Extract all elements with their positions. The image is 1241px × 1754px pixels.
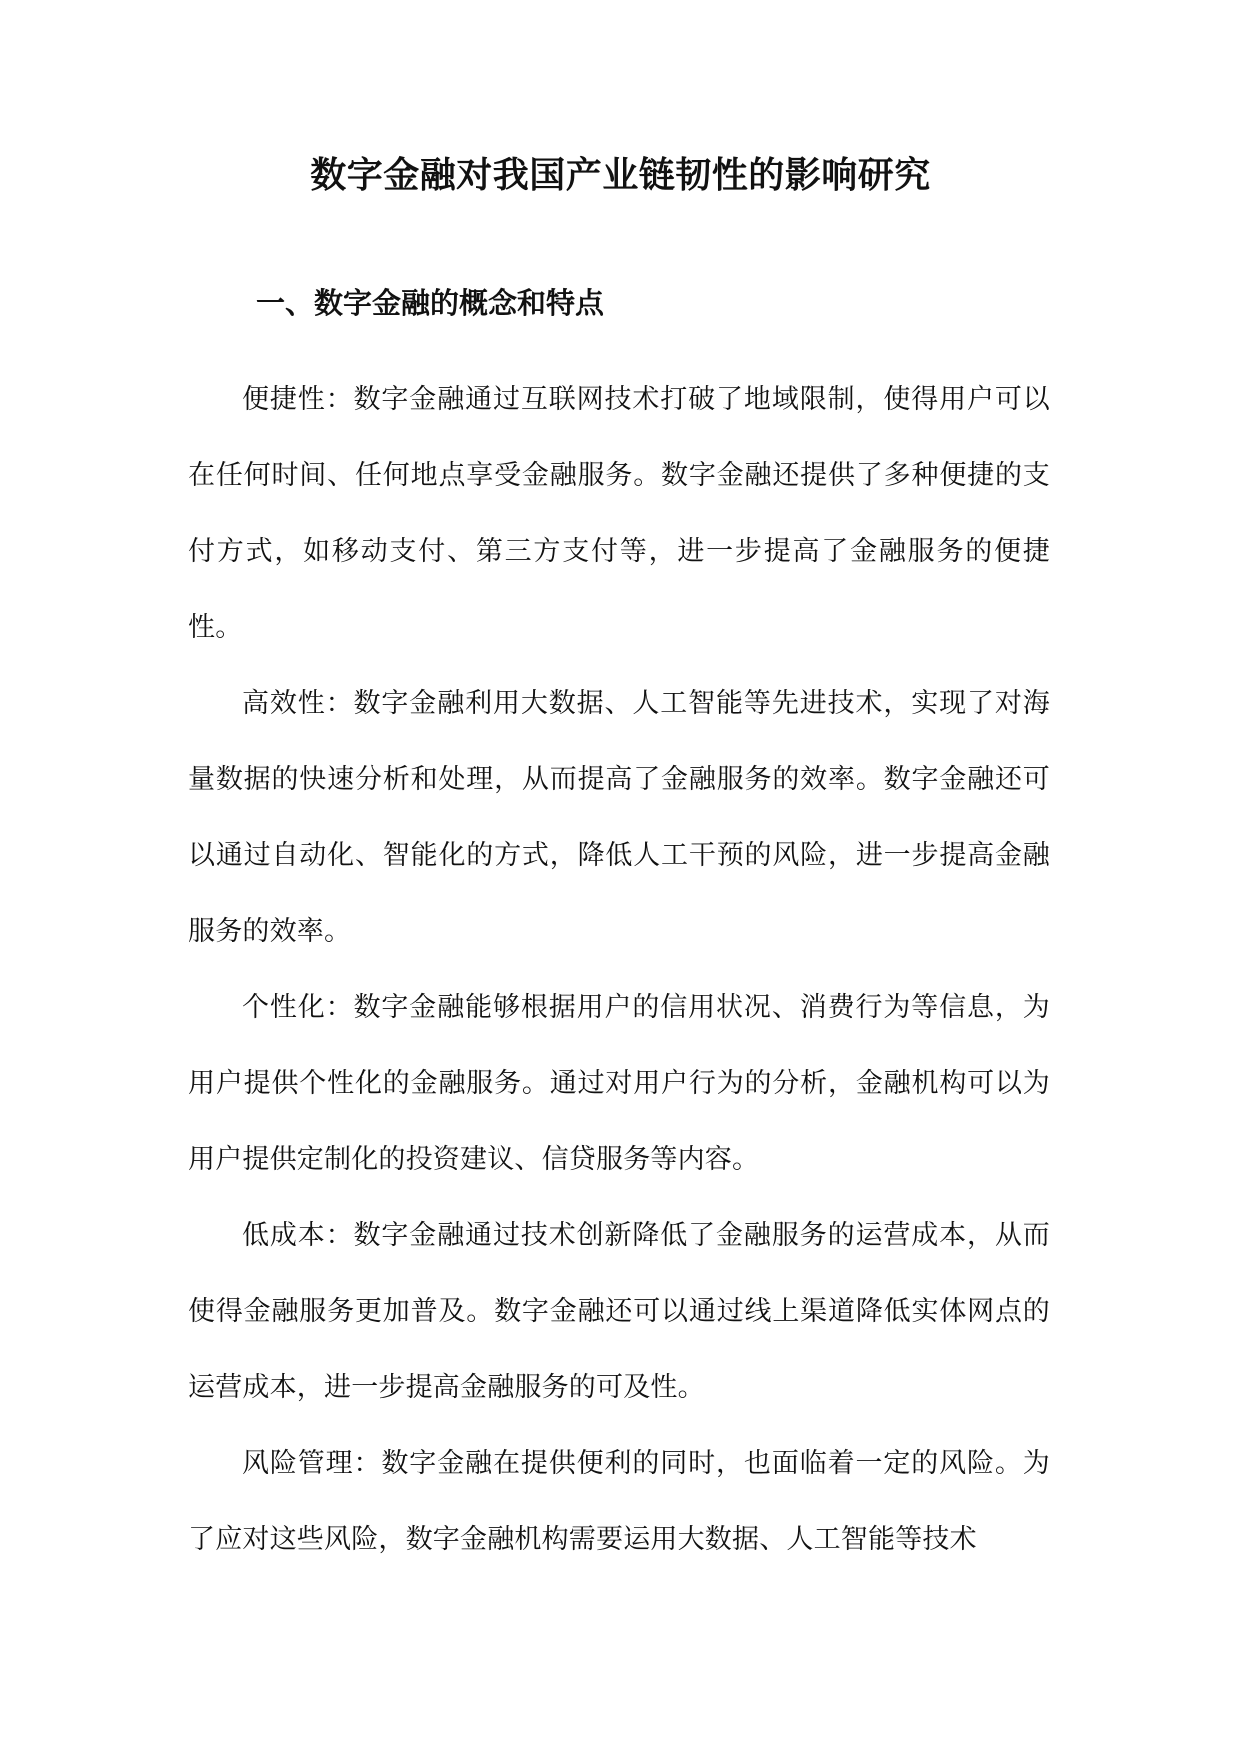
paragraph-low-cost: 低成本：数字金融通过技术创新降低了金融服务的运营成本，从而使得金融服务更加普及。数字金融还可以通过线上渠道降低实体网点的运营成本，进一步提高金融服务的可及性。	[188, 1220, 1050, 1403]
paragraph-efficiency: 高效性：数字金融利用大数据、人工智能等先进技术，实现了对海量数据的快速分析和处理，从而提高了金融服务的效率。数字金融还可以通过自动化、智能化的方式，降低人工干预的风险，进一步提高金融服务的效率。	[188, 688, 1050, 947]
section-heading: 一、数字金融的概念和特点	[256, 286, 605, 320]
document-body	[188, 362, 1050, 1578]
document-title: 数字金融对我国产业链韧性的影响研究	[310, 155, 931, 196]
paragraph-personalization: 个性化：数字金融能够根据用户的信用状况、消费行为等信息，为用户提供个性化的金融服务。通过对用户行为的分析，金融机构可以为用户提供定制化的投资建议、信贷服务等内容。	[188, 992, 1050, 1175]
paragraph-convenience: 便捷性：数字金融通过互联网技术打破了地域限制，使得用户可以在任何时间、任何地点享受金融服务。数字金融还提供了多种便捷的支付方式，如移动支付、第三方支付等，进一步提高了金融服务的便捷性。	[188, 384, 1050, 643]
paragraph-risk-management: 风险管理：数字金融在提供便利的同时，也面临着一定的风险。为了应对这些风险，数字金融机构需要运用大数据、人工智能等技术	[188, 1448, 1050, 1555]
